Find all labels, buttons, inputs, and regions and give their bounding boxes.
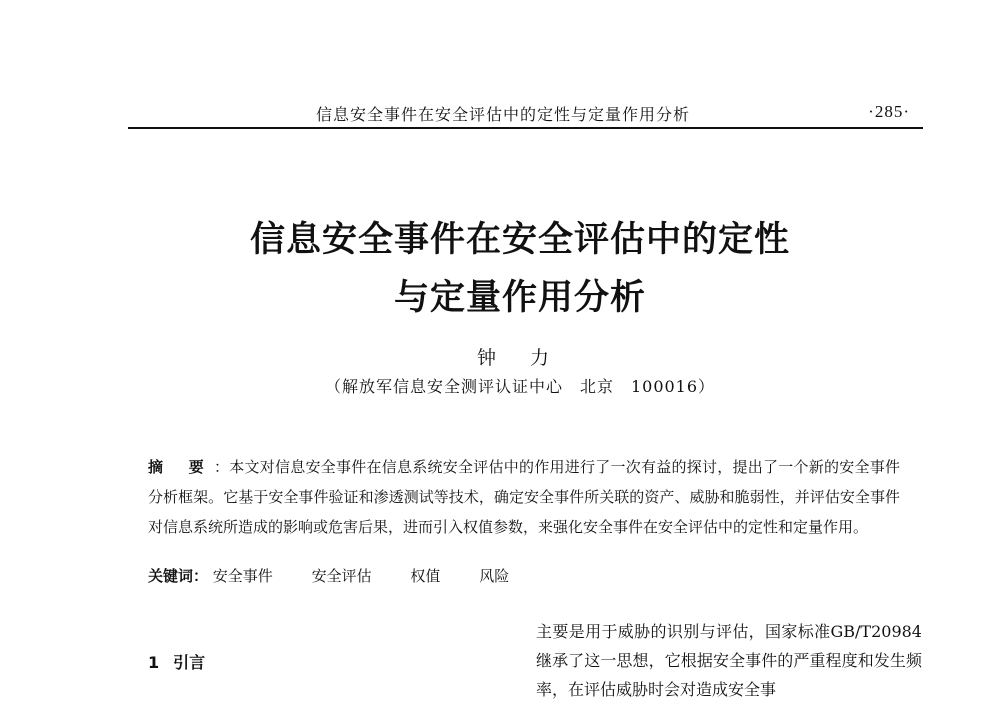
article-title-line-2: 与定量作用分析	[393, 278, 646, 318]
section-title: 引言	[173, 653, 206, 672]
body-paragraph: 主要是用于威胁的识别与评估，国家标准GB/T20984继承了这一思想，它根据安全事件的严重程度和发生频率，在评估威胁时会对造成安全事	[536, 622, 922, 699]
keywords-label: 关键词：	[148, 567, 209, 585]
abstract	[148, 452, 900, 542]
keyword: 风险	[479, 567, 510, 585]
author-name: 钟 力	[476, 347, 564, 369]
section-heading	[148, 650, 205, 673]
abstract-label: 摘 要	[148, 458, 214, 476]
keyword: 安全评估	[311, 567, 372, 585]
page-number: ·285·	[868, 102, 910, 121]
keyword: 权值	[410, 567, 441, 585]
abstract-text: ：本文对信息安全事件在信息系统安全评估中的作用进行了一次有益的探讨，提出了一个新的安全事件分析框架。它基于安全事件验证和渗透测试等技术，确定安全事件所关联的资产、威胁和脆弱性，并评估安全事件对信息系统所造成的影响或危害后果，进而引入权值参数，来强化安全事件在安全评估中的定性和定量作用。	[148, 458, 900, 536]
author-affiliation: （解放军信息安全测评认证中心 北京 100016）	[324, 377, 716, 396]
article-title-line-1: 信息安全事件在安全评估中的定性	[249, 220, 790, 260]
section-number: 1	[148, 653, 160, 672]
header-rule	[128, 127, 923, 129]
keyword: 安全事件	[212, 567, 273, 585]
running-title: 信息安全事件在安全评估中的定性与定量作用分析	[316, 105, 691, 124]
body-column-right	[536, 617, 922, 704]
keywords	[148, 565, 900, 586]
running-header	[148, 96, 918, 126]
